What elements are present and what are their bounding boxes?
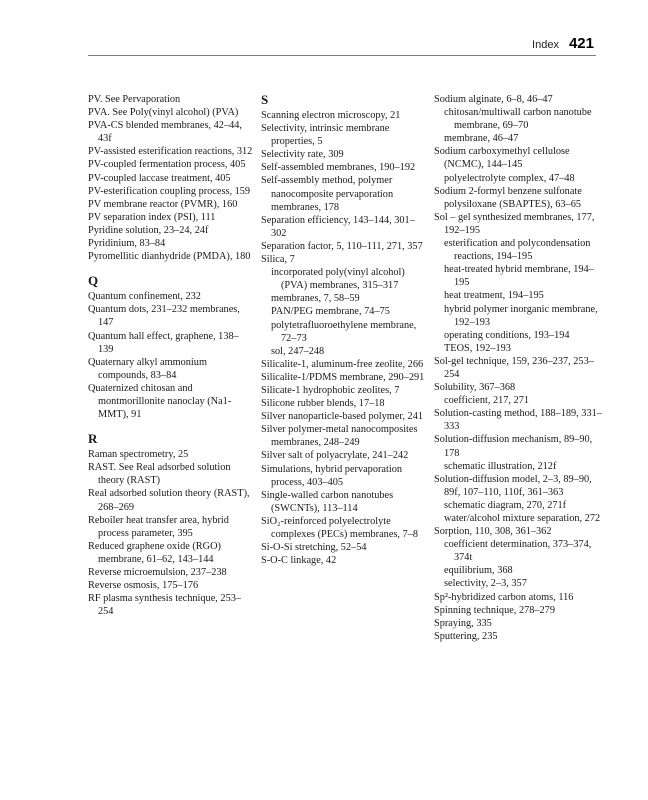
index-subentry: PAN/PEG membrane, 74–75 [271, 306, 390, 318]
index-entry: Separation factor, 5, 110–111, 271, 357 [261, 240, 423, 252]
index-subentry: membranes, 7, 58–59 [271, 293, 360, 305]
index-entry: Self-assembled membranes, 190–192 [261, 162, 416, 174]
index-entry: PVA. See Poly(vinyl alcohol) (PVA) [88, 107, 239, 119]
index-entry: PV. See Pervaporation [88, 94, 181, 105]
index-entry: Pyromellitic dianhydride (PMDA), 180 [88, 251, 251, 263]
index-entry: Sodium alginate, 6–8, 46–47 [434, 94, 553, 105]
index-entry: Quantum hall effect, graphene, 138–139 [88, 330, 239, 355]
index-entry: Sol – gel synthesized membranes, 177, 192–195 [434, 211, 595, 236]
index-entry: Separation efficiency, 143–144, 301–302 [261, 214, 415, 239]
running-head [532, 35, 594, 52]
index-entry: Reboiler heat transfer area, hybrid process parameter, 395 [88, 514, 229, 539]
index-entry: Silver salt of polyacrylate, 241–242 [261, 450, 409, 462]
index-entry: Simulations, hybrid pervaporation process, 403–405 [261, 463, 402, 488]
index-entry: Real adsorbed solution theory (RAST), 268–269 [88, 488, 250, 513]
index-entry: PV membrane reactor (PVMR), 160 [88, 198, 238, 210]
index-entry: Spraying, 335 [434, 617, 492, 629]
index-letter-heading: Q [88, 273, 99, 289]
index-entry: Silicalite-1, aluminum-free zeolite, 266 [261, 358, 424, 370]
index-entry: S-O-C linkage, 42 [261, 555, 337, 567]
index-subentry: esterification and polycondensation reactions, 194–195 [444, 238, 591, 263]
index-entry: Sodium carboxymethyl cellulose (NCMC), 144–145 [434, 146, 570, 171]
index-entry: Reduced graphene oxide (RGO) membrane, 61–62, 143–144 [88, 540, 221, 565]
index-entry: RAST. See Real adsorbed solution theory (RAST) [88, 462, 231, 487]
index-entry: Sp²-hybridized carbon atoms, 116 [434, 591, 574, 603]
index-entry: Quaternized chitosan and montmorillonite nanoclay (Na1-MMT), 91 [88, 382, 232, 421]
index-entry: Reverse osmosis, 175–176 [88, 580, 199, 592]
index-entry: PV-coupled laccase treatment, 405 [88, 172, 231, 184]
index-entry: Selectivity, intrinsic membrane properties, 5 [261, 123, 390, 148]
index-subentry: sol, 247–248 [271, 345, 325, 357]
index-entry: Pyridinium, 83–84 [88, 238, 166, 250]
index-entry: Quantum dots, 231–232 membranes, 147 [88, 304, 240, 329]
index-entry: Silica, 7 [261, 254, 295, 266]
index-entry: Silicate-1 hydrophobic zeolites, 7 [261, 384, 400, 396]
index-subentry: membrane, 46–47 [444, 133, 519, 145]
index-entry: Single-walled carbon nanotubes (SWCNTs), 113–114 [261, 489, 394, 514]
index-entry: Scanning electron microscopy, 21 [261, 110, 401, 121]
index-subentry: chitosan/multiwall carbon nanotube membrane, 69–70 [444, 107, 592, 132]
index-entry: Sodium 2-formyl benzene sulfonate polysiloxane (SBAPTES), 63–65 [434, 185, 582, 210]
index-entry: Silver nanoparticle-based polymer, 241 [261, 411, 423, 423]
index-entry: Silicalite-1/PDMS membrane, 290–291 [261, 371, 425, 383]
index-entry: PVA-CS blended membranes, 42–44, 43f [88, 120, 242, 145]
index-subentry: operating conditions, 193–194 [444, 329, 570, 341]
index-entry: PV separation index (PSI), 111 [88, 211, 216, 223]
index-subentry: heat-treated hybrid membrane, 194–195 [444, 264, 594, 289]
index-letter-heading: R [88, 431, 98, 447]
page-number: 421 [568, 35, 594, 52]
index-subentry: coefficient, 217, 271 [444, 395, 530, 407]
index-subentry: selectivity, 2–3, 357 [444, 578, 527, 590]
index-entry: Solution-diffusion mechanism, 89–90, 178 [434, 434, 593, 459]
index-letter-heading: S [261, 92, 269, 107]
index-entry: PV-esterification coupling process, 159 [88, 185, 251, 197]
index-subentry: heat treatment, 194–195 [444, 290, 544, 302]
index-column-3 [434, 93, 604, 643]
index-entry: PV-assisted esterification reactions, 312 [88, 146, 253, 158]
index-subentry: schematic diagram, 270, 271f [444, 499, 567, 511]
index-column-2 [261, 93, 427, 567]
header-rule [88, 55, 596, 56]
index-entry: Quantum confinement, 232 [88, 291, 201, 303]
index-subentry: polyelectrolyte complex, 47–48 [444, 172, 575, 184]
index-entry: Si-O-Si stretching, 52–54 [261, 542, 367, 554]
index-entry: PV-coupled fermentation process, 405 [88, 159, 246, 171]
index-subentry: TEOS, 192–193 [444, 342, 511, 354]
index-entry: Selectivity rate, 309 [261, 149, 344, 161]
index-entry: Quaternary alkyl ammonium compounds, 83–84 [88, 356, 207, 381]
index-entry: Self-assembly method, polymer nanocomposite pervaporation membranes, 178 [261, 175, 394, 213]
index-entry: Pyridine solution, 23–24, 24f [88, 224, 209, 236]
index-entry: Spinning technique, 278–279 [434, 604, 555, 616]
index-entry: Sorption, 110, 308, 361–362 [434, 526, 552, 538]
index-entry: Solution-casting method, 188–189, 331–333 [434, 408, 602, 433]
index-subentry: coefficient determination, 373–374, 374t [444, 539, 592, 564]
index-subentry: hybrid polymer inorganic membrane, 192–193 [444, 303, 598, 328]
index-entry: Silicone rubber blends, 17–18 [261, 398, 385, 410]
index-subentry: incorporated poly(vinyl alcohol) (PVA) membranes, 315–317 [271, 267, 405, 292]
index-column-1 [88, 93, 253, 618]
index-entry: Sol-gel technique, 159, 236–237, 253–254 [434, 355, 594, 380]
index-entry: Raman spectrometry, 25 [88, 449, 189, 461]
index-entry: RF plasma synthesis technique, 253–254 [88, 593, 242, 618]
running-head-label: Index [532, 39, 559, 51]
index-entry: Solubility, 367–368 [434, 382, 516, 394]
index-subentry: schematic illustration, 212f [444, 460, 557, 472]
index-entry: Reverse microemulsion, 237–238 [88, 567, 227, 578]
index-subentry: water/alcohol mixture separation, 272 [444, 513, 601, 524]
index-subentry: polytetrafluoroethylene membrane, 72–73 [271, 319, 417, 344]
index-entry: Sputtering, 235 [434, 630, 498, 642]
index-entry: Silver polymer-metal nanocomposites membranes, 248–249 [261, 424, 418, 449]
index-entry: SiO₂-reinforced polyelectrolyte complexes (PECs) membranes, 7–8 [261, 515, 418, 540]
index-subentry: equilibrium, 368 [444, 565, 513, 577]
index-entry: Solution-diffusion model, 2–3, 89–90, 89f, 107–110, 110f, 361–363 [434, 473, 592, 498]
